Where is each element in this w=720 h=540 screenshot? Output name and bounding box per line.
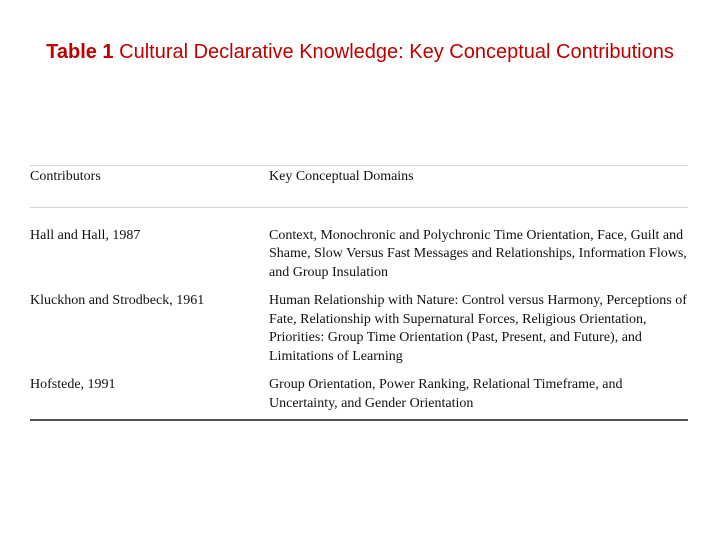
- contributor-cell: Kluckhon and Strodbeck, 1961: [30, 293, 205, 308]
- slide-title: [40, 38, 680, 67]
- table-body: [30, 207, 688, 420]
- table-title-text: Cultural Declarative Knowledge: Key Conceptual Contributions: [119, 41, 674, 63]
- table-number-label: Table 1: [46, 41, 114, 63]
- domains-cell: Context, Monochronic and Polychronic Time Orientation, Face, Guilt and Shame, Slow Versus Fast Messages and Relationships, Information Flows, and Group Insulation: [269, 227, 687, 280]
- contributor-cell: Hall and Hall, 1987: [30, 227, 141, 243]
- contributor-cell: Hofstede, 1991: [30, 376, 269, 420]
- conceptual-contributions-table: [30, 165, 688, 421]
- key-table: [30, 165, 688, 421]
- header-contributors: Contributors: [30, 166, 269, 208]
- header-key-conceptual-domains: Key Conceptual Domains: [269, 166, 688, 208]
- table-header: [30, 166, 688, 208]
- header-row: [30, 166, 688, 208]
- domains-cell: Group Orientation, Power Ranking, Relational Timeframe, and Uncertainty, and Gender Orientation: [269, 376, 688, 420]
- table-row: [30, 207, 688, 292]
- table-row: [30, 292, 688, 376]
- domains-cell: Human Relationship with Nature: Control versus Harmony, Perceptions of Fate, Relationship with Supernatural Forces, Religious Orientation, Priorities: Group Time Orientation (Past, Present, and Future), and Limitations of Learning: [269, 293, 687, 364]
- table-row: [30, 376, 688, 420]
